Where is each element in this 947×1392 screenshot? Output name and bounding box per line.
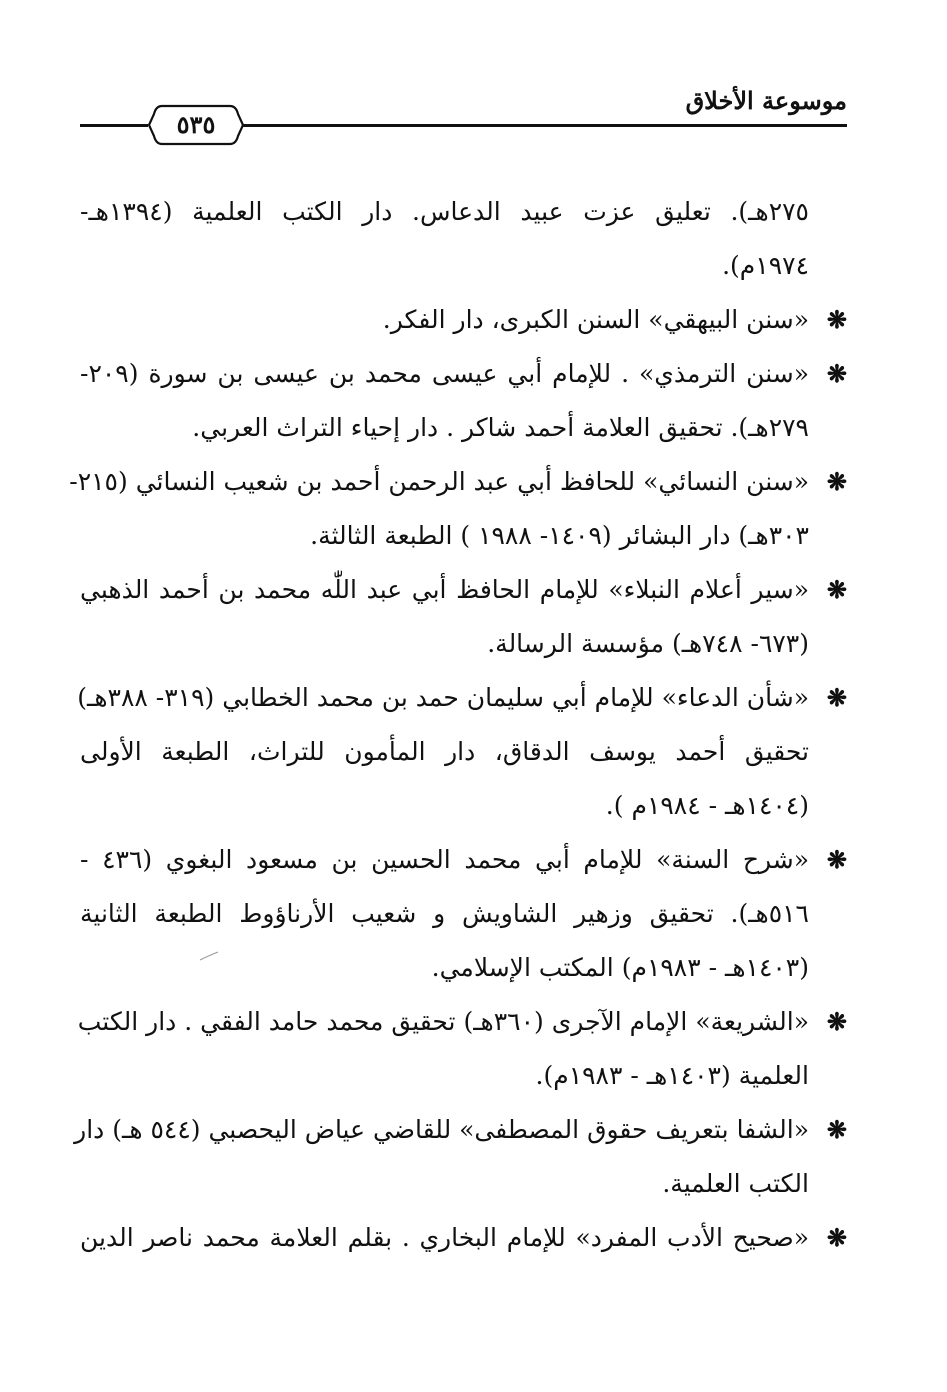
entry-line: ٥١٦هـ). تحقيق وزهير الشاويش و شعيب الأرناؤوط الطبعة الثانية <box>80 899 809 928</box>
entry-line: تحقيق أحمد يوسف الدقاق، دار المأمون للتراث، الطبعة الأولى <box>80 737 809 766</box>
entry-line <box>80 347 847 401</box>
bullet-icon: ❋ <box>826 305 847 334</box>
bullet-icon: ❋ <box>826 1007 847 1036</box>
header-rule <box>243 124 847 127</box>
entry-text: «سنن النسائي» للحافظ أبي عبد الرحمن أحمد بن شعيب النسائي (٢١٥- <box>69 467 809 496</box>
running-header-title: موسوعة الأخلاق <box>685 86 847 115</box>
bibliography-entry <box>69 455 847 563</box>
bibliography-entry <box>80 833 847 995</box>
entry-text: «شرح السنة» للإمام أبي محمد الحسين بن مسعود البغوي (٤٣٦ - <box>80 845 809 874</box>
bibliography-entry <box>80 185 847 293</box>
bibliography-entry <box>80 293 847 347</box>
bullet-icon: ❋ <box>826 467 847 496</box>
entry-line: (٦٧٣- ٧٤٨هـ) مؤسسة الرسالة. <box>487 629 809 658</box>
entry-text: «سنن البيهقي» السنن الكبرى، دار الفكر. <box>382 305 809 334</box>
entry-line <box>77 995 847 1049</box>
page-number-ornament <box>148 100 244 150</box>
page-number: ٥٣٥ <box>176 110 216 139</box>
entry-line: ٣٠٣هـ) دار البشائر (١٤٠٩- ١٩٨٨ ) الطبعة الثالثة. <box>310 521 809 550</box>
bibliography-entry <box>80 1211 847 1265</box>
entry-line <box>77 671 847 725</box>
entry-line <box>80 833 847 887</box>
entry-line <box>69 455 847 509</box>
entry-text: «سنن الترمذي» . للإمام أبي عيسى محمد بن عيسى بن سورة (٢٠٩- <box>80 359 809 388</box>
scan-mark-icon <box>198 950 220 962</box>
entry-text: «صحيح الأدب المفرد» للإمام البخاري . بقلم العلامة محمد ناصر الدين <box>80 1223 809 1252</box>
entry-line <box>80 1211 847 1265</box>
bullet-icon: ❋ <box>826 359 847 388</box>
entry-line: ١٩٧٤م). <box>722 251 809 280</box>
entry-line: (١٤٠٤هـ - ١٩٨٤م ). <box>605 791 809 820</box>
bibliography-entry <box>74 1103 847 1211</box>
bullet-icon: ❋ <box>826 1115 847 1144</box>
header-rule-short <box>80 124 148 127</box>
bullet-icon: ❋ <box>826 1223 847 1252</box>
entry-line <box>80 563 847 617</box>
bibliography-entry <box>80 563 847 671</box>
entry-text: «الشفا بتعريف حقوق المصطفى» للقاضي عياض اليحصبي (٥٤٤ هـ) دار <box>74 1115 809 1144</box>
entry-text: «شأن الدعاء» للإمام أبي سليمان حمد بن محمد الخطابي (٣١٩- ٣٨٨هـ) <box>77 683 809 712</box>
bibliography-entry <box>77 995 847 1103</box>
bibliography-entry <box>77 671 847 833</box>
entry-line <box>74 1103 847 1157</box>
bibliography-list <box>69 185 847 1265</box>
bullet-icon: ❋ <box>826 575 847 604</box>
entry-text: «الشريعة» الإمام الآجرى (٣٦٠هـ) تحقيق محمد حامد الفقي . دار الكتب <box>77 1007 809 1036</box>
entry-line: ٢٧٥هـ). تعليق عزت عبيد الدعاس. دار الكتب العلمية (١٣٩٤هـ- <box>80 197 809 226</box>
bibliography-entry <box>80 347 847 455</box>
bullet-icon: ❋ <box>826 845 847 874</box>
entry-line: (١٤٠٣هـ - ١٩٨٣م) المكتب الإسلامي. <box>431 953 809 982</box>
bullet-icon: ❋ <box>826 683 847 712</box>
entry-line: ٢٧٩هـ). تحقيق العلامة أحمد شاكر . دار إحياء التراث العربي. <box>192 413 809 442</box>
entry-line: الكتب العلمية. <box>662 1169 809 1198</box>
entry-line: العلمية (١٤٠٣هـ - ١٩٨٣م). <box>535 1061 809 1090</box>
entry-line <box>80 293 847 347</box>
entry-text: «سير أعلام النبلاء» للإمام الحافظ أبي عبد اللّٰه محمد بن أحمد الذهبي <box>80 575 809 604</box>
